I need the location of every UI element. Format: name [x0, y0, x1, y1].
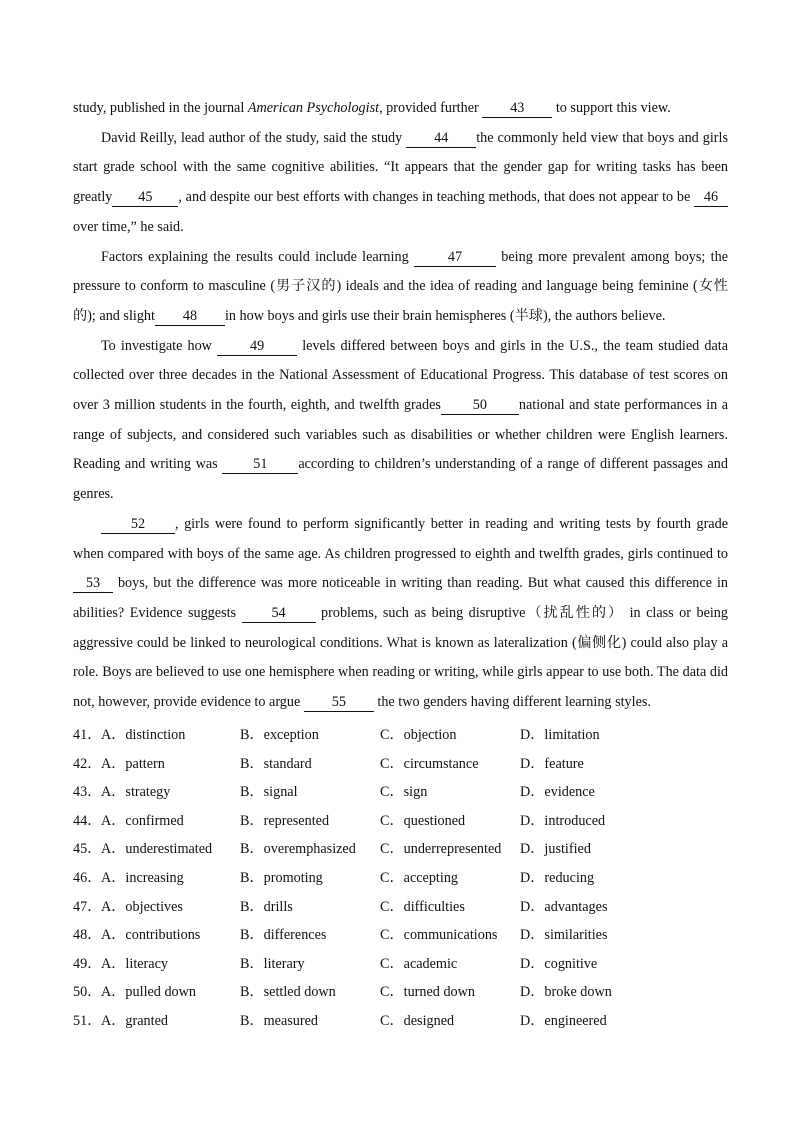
option-a[interactable]: A．contributions	[101, 927, 201, 944]
option-c[interactable]: C．difficulties	[380, 898, 465, 915]
option-b[interactable]: B．drills	[240, 898, 293, 915]
option-c[interactable]: C．objection	[380, 727, 457, 744]
option-d[interactable]: D．limitation	[520, 727, 600, 744]
passage-text: according to children’s understanding of a range of different passages and genres.	[73, 456, 728, 503]
passage-paragraph	[73, 124, 728, 243]
question-number: 41．	[73, 727, 102, 744]
question-number: 46．	[73, 870, 102, 887]
question-number: 47．	[73, 898, 102, 915]
question-row	[73, 806, 728, 835]
question-row	[73, 920, 728, 949]
question-number: 43．	[73, 784, 102, 801]
option-c[interactable]: C．accepting	[380, 870, 459, 887]
question-row	[73, 949, 728, 978]
option-a[interactable]: A．literacy	[101, 955, 168, 972]
blank-51[interactable]: 51	[222, 456, 298, 474]
blank-53[interactable]: 53	[73, 575, 113, 593]
passage-paragraph	[73, 243, 728, 332]
question-row	[73, 891, 728, 920]
option-d[interactable]: D．broke down	[520, 984, 612, 1001]
blank-48[interactable]: 48	[155, 308, 225, 326]
passage-text: To investigate how	[101, 337, 218, 354]
option-b[interactable]: B．settled down	[240, 984, 336, 1001]
option-a[interactable]: A．increasing	[101, 870, 184, 887]
option-c[interactable]: C．academic	[380, 955, 458, 972]
option-c[interactable]: C．turned down	[380, 984, 475, 1001]
passage-text: being more prevalent among boys; the pressure to conform to masculine (男子汉的) ideals and the idea of reading and language being feminine (女性的); and slight	[73, 248, 728, 324]
passage-text: , provided further	[379, 100, 483, 116]
passage-text: levels differed between boys and girls in the U.S., the team studied data collected over three decades in the National Assessment of Educational Progress. This database of test scores on over 3 million students in the fourth, eighth, and twelfth grades	[73, 337, 729, 414]
option-d[interactable]: D．justified	[520, 841, 591, 858]
question-number: 51．	[73, 1013, 102, 1029]
blank-44[interactable]: 44	[406, 130, 476, 148]
option-a[interactable]: A．confirmed	[101, 812, 184, 829]
blank-50[interactable]: 50	[441, 397, 519, 415]
option-b[interactable]: B．signal	[240, 784, 298, 801]
passage-text: problems, such as being disruptive（扰乱性的） in class or being aggressive could be linked to neurological conditions. What is known as lateralization (偏侧化) could also play a role. Boys are believed to use one hemisphere when reading or writing, while girls appear to use both. The data did not, however, provide evidence to argue	[73, 604, 728, 711]
question-row	[73, 863, 728, 892]
option-b[interactable]: B．overemphasized	[240, 841, 356, 858]
option-a[interactable]: A．pattern	[101, 755, 165, 772]
option-c[interactable]: C．questioned	[380, 812, 466, 829]
passage-text: to support this view.	[552, 100, 671, 116]
option-d[interactable]: D．introduced	[520, 812, 606, 829]
passage-paragraph	[73, 510, 728, 718]
passage-text: boys, but the difference was more noticeable in writing than reading. But what caused this difference in abilities? Evidence suggests	[73, 575, 728, 621]
option-b[interactable]: B．standard	[240, 755, 312, 772]
answer-options	[73, 720, 728, 1035]
passage-text: , and despite our best efforts with changes in teaching methods, that does not appear to be	[178, 189, 694, 206]
passage-text: Factors explaining the results could include learning	[101, 248, 414, 265]
passage-paragraph	[73, 94, 728, 124]
question-number: 50．	[73, 984, 102, 1001]
option-b[interactable]: B．differences	[240, 927, 327, 944]
option-c[interactable]: C．sign	[380, 784, 428, 801]
question-row	[73, 977, 728, 1006]
question-row	[73, 1006, 728, 1035]
passage-text: in how boys and girls use their brain hemispheres (半球), the authors believe.	[224, 307, 666, 324]
question-row	[73, 748, 728, 777]
question-number: 49．	[73, 955, 102, 972]
blank-55[interactable]: 55	[304, 694, 374, 712]
passage-paragraph	[73, 332, 728, 510]
question-number: 45．	[73, 841, 102, 858]
option-a[interactable]: A．strategy	[101, 784, 171, 801]
option-a[interactable]: A．distinction	[101, 727, 186, 744]
option-d[interactable]: D．advantages	[520, 898, 608, 915]
passage-text: David Reilly, lead author of the study, said the study	[101, 129, 407, 146]
option-c[interactable]: C．communications	[380, 927, 498, 944]
option-b[interactable]: B．literary	[240, 955, 305, 972]
question-row	[73, 720, 728, 749]
option-b[interactable]: B．promoting	[240, 870, 323, 887]
option-c[interactable]: C．underrepresented	[380, 841, 502, 858]
option-a[interactable]: A．pulled down	[101, 984, 196, 1001]
blank-54[interactable]: 54	[242, 605, 316, 623]
option-a[interactable]: A．underestimated	[101, 841, 213, 858]
passage-text: study, published in the journal	[73, 100, 248, 116]
blank-45[interactable]: 45	[112, 189, 178, 207]
blank-47[interactable]: 47	[414, 249, 496, 267]
option-b[interactable]: B．exception	[240, 727, 319, 744]
option-d[interactable]: D．similarities	[520, 927, 608, 944]
option-a[interactable]: A．objectives	[101, 898, 183, 915]
blank-46[interactable]: 46	[694, 189, 728, 207]
passage-text: , girls were found to perform significantly better in reading and writing tests by fourth grade when compared with boys of the same age. As children progressed to eighth and twelfth grades, girls continued to	[73, 515, 728, 562]
blank-49[interactable]: 49	[217, 338, 297, 356]
passage-text: national and state performances in a range of subjects, and considered such variables such as disabilities or whether children were English learners. Reading and writing was	[73, 397, 729, 473]
option-d[interactable]: D．cognitive	[520, 955, 598, 972]
question-row	[73, 777, 728, 806]
option-c[interactable]: C．designed	[380, 1013, 455, 1029]
passage-text: the commonly held view that boys and girls start grade school with the same cognitive abilities. “It appears that the gender gap for writing tasks has been greatly	[73, 129, 728, 206]
option-b[interactable]: B．measured	[240, 1013, 319, 1029]
option-d[interactable]: D．engineered	[520, 1013, 607, 1029]
option-a[interactable]: A．granted	[101, 1013, 168, 1029]
option-d[interactable]: D．reducing	[520, 870, 595, 887]
question-row	[73, 834, 728, 863]
journal-title: American Psychologist	[247, 100, 380, 116]
passage-text: the two genders having different learning styles.	[373, 694, 651, 711]
blank-52[interactable]: 52	[101, 516, 175, 534]
question-number: 48．	[73, 927, 102, 944]
passage-text: over time,” he said.	[73, 218, 184, 235]
document-page	[73, 94, 728, 1034]
option-c[interactable]: C．circumstance	[380, 755, 479, 772]
question-number: 42．	[73, 755, 102, 772]
option-d[interactable]: D．evidence	[520, 784, 595, 801]
question-number: 44．	[73, 812, 102, 829]
option-b[interactable]: B．represented	[240, 812, 330, 829]
option-d[interactable]: D．feature	[520, 755, 584, 772]
blank-43[interactable]: 43	[482, 100, 552, 118]
